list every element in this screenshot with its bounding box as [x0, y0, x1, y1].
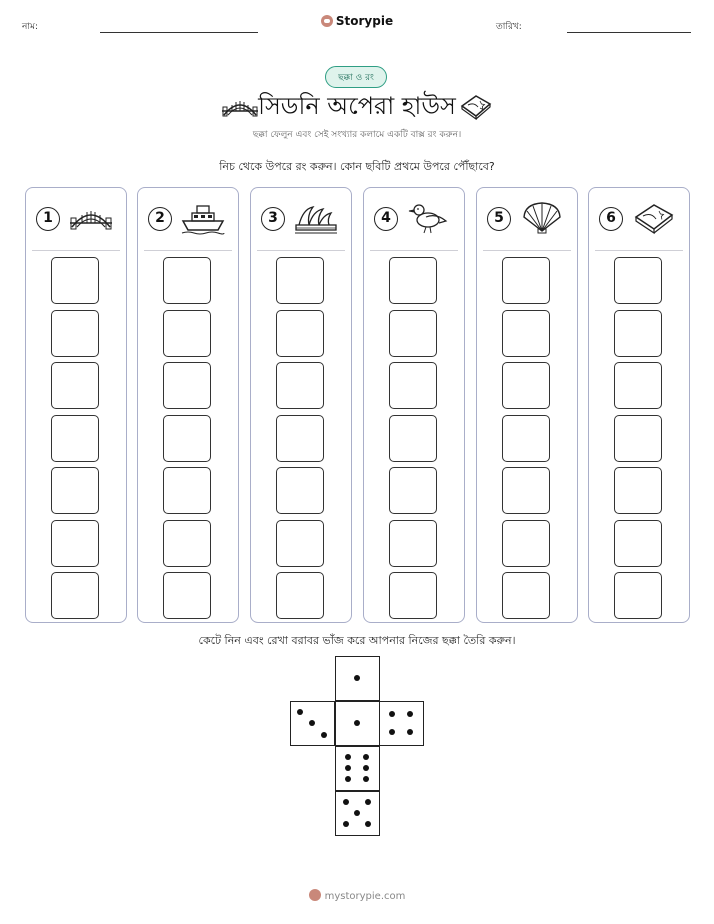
color-box[interactable] — [163, 310, 211, 357]
seagull-icon — [406, 201, 452, 235]
color-box[interactable] — [163, 467, 211, 514]
column-divider — [144, 250, 232, 251]
color-box[interactable] — [51, 310, 99, 357]
name-line[interactable] — [100, 32, 258, 33]
color-box[interactable] — [502, 572, 550, 619]
color-box[interactable] — [614, 520, 662, 567]
subtitle: ছক্কা ফেলুন এবং সেই সংখ্যার কলামে একটি বাক্স রং করুন। — [252, 130, 462, 140]
color-box[interactable] — [276, 310, 324, 357]
color-box[interactable] — [502, 257, 550, 304]
column-number: 4 — [374, 207, 398, 231]
die-face-one-center — [335, 701, 380, 746]
map-icon — [631, 201, 677, 235]
harbour-bridge-icon — [68, 201, 114, 235]
brand-name: Storypie — [335, 14, 394, 28]
color-box[interactable] — [502, 520, 550, 567]
die-face-one — [335, 656, 380, 701]
color-box[interactable] — [614, 362, 662, 409]
die-face-four — [379, 701, 424, 746]
color-box[interactable] — [276, 257, 324, 304]
column-3 — [250, 187, 352, 623]
color-box[interactable] — [389, 415, 437, 462]
column-number: 5 — [487, 207, 511, 231]
color-box[interactable] — [51, 520, 99, 567]
color-box[interactable] — [51, 467, 99, 514]
color-box[interactable] — [163, 362, 211, 409]
color-box[interactable] — [163, 572, 211, 619]
color-box[interactable] — [614, 467, 662, 514]
seashell-icon — [519, 201, 565, 235]
ferry-boat-icon — [180, 201, 226, 235]
date-line[interactable] — [567, 32, 691, 33]
color-box[interactable] — [51, 257, 99, 304]
color-box[interactable] — [163, 520, 211, 567]
column-number: 3 — [261, 207, 285, 231]
color-box[interactable] — [389, 362, 437, 409]
color-box[interactable] — [502, 467, 550, 514]
color-box[interactable] — [276, 362, 324, 409]
footer — [0, 889, 714, 902]
color-box[interactable] — [389, 572, 437, 619]
die-face-three — [290, 701, 335, 746]
page-title: সিডনি অপেরা হাউস — [258, 92, 456, 120]
column-divider — [370, 250, 458, 251]
storypie-logo-icon — [321, 15, 333, 27]
color-box[interactable] — [163, 415, 211, 462]
column-divider — [483, 250, 571, 251]
map-icon — [458, 92, 494, 120]
color-box[interactable] — [614, 310, 662, 357]
opera-house-icon — [293, 201, 339, 235]
column-2 — [137, 187, 239, 623]
column-number: 2 — [148, 207, 172, 231]
name-label: নাম: — [22, 22, 39, 32]
color-box[interactable] — [51, 362, 99, 409]
color-box[interactable] — [163, 257, 211, 304]
dice-net — [290, 656, 424, 836]
color-box[interactable] — [389, 467, 437, 514]
color-box[interactable] — [389, 310, 437, 357]
color-box[interactable] — [502, 415, 550, 462]
die-face-five — [335, 791, 380, 836]
brand-logo — [0, 14, 714, 28]
column-divider — [595, 250, 683, 251]
column-divider — [257, 250, 345, 251]
color-box[interactable] — [276, 415, 324, 462]
die-face-six — [335, 746, 380, 791]
column-6 — [588, 187, 690, 623]
column-number: 1 — [36, 207, 60, 231]
color-box[interactable] — [276, 572, 324, 619]
dice-color-badge: ছক্কা ও রং — [325, 66, 387, 88]
dice-net-instruction: কেটে নিন এবং রেখা বরাবর ভাঁজ করে আপনার নিজের ছক্কা তৈরি করুন। — [198, 634, 516, 647]
color-box[interactable] — [389, 257, 437, 304]
column-5 — [476, 187, 578, 623]
color-box[interactable] — [389, 520, 437, 567]
column-4 — [363, 187, 465, 623]
color-box[interactable] — [614, 257, 662, 304]
color-box[interactable] — [276, 467, 324, 514]
color-box[interactable] — [276, 520, 324, 567]
footer-url[interactable]: mystorypie.com — [324, 891, 406, 902]
coloring-instruction: নিচ থেকে উপরে রং করুন। কোন ছবিটি প্রথমে উপরে পৌঁছাবে? — [219, 160, 495, 173]
column-number: 6 — [599, 207, 623, 231]
storypie-logo-icon — [309, 889, 321, 901]
color-box[interactable] — [51, 415, 99, 462]
color-box[interactable] — [614, 572, 662, 619]
date-label: তারিখ: — [496, 22, 522, 32]
color-box[interactable] — [502, 362, 550, 409]
column-divider — [32, 250, 120, 251]
color-box[interactable] — [502, 310, 550, 357]
color-box[interactable] — [51, 572, 99, 619]
color-box[interactable] — [614, 415, 662, 462]
column-1 — [25, 187, 127, 623]
